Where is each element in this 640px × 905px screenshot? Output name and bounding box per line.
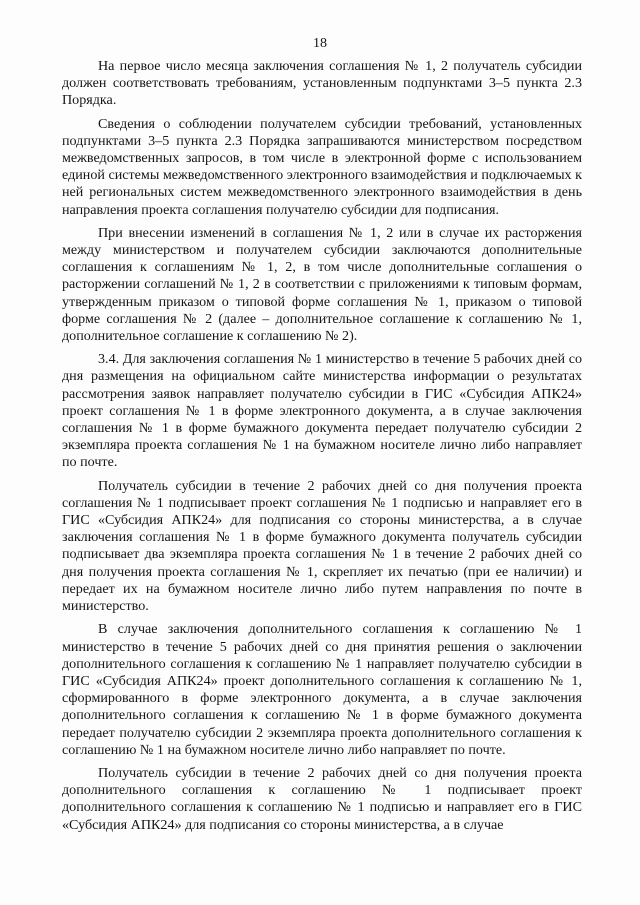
paragraph-6: В случае заключения дополнительного соглашения к соглашению № 1 министерство в течение 5 рабочих дней со дня принятия решения о заключении дополнительного соглашения к соглашению № 1 направляет получателю субсидии в ГИС «Субсидия АПК24» проект дополнительного соглашения к соглашению № 1, сформированного в форме электронного документа, а в случае заключения дополнительного соглашения к соглашению № 1 в форме бумажного документа передает получателю субсидии 2 экземпляра проекта дополнительного соглашения к соглашению № 1 на бумажном носителе лично либо направляет по почте. — [62, 621, 582, 758]
paragraph-5: Получатель субсидии в течение 2 рабочих дней со дня получения проекта соглашения № 1 подписывает проект соглашения № 1 подписью и направляет его в ГИС «Субсидия АПК24» для подписания со стороны министерства, а в случае заключения соглашения № 1 в форме бумажного документа получатель субсидии подписывает два экземпляра проекта соглашения № 1 в течение 2 рабочих дней со дня получения проекта соглашения № 1, скрепляет их печатью (при ее наличии) и передает их на бумажном носителе лично либо путем направления по почте в министерство. — [62, 477, 582, 615]
paragraph-1: На первое число месяца заключения соглашения № 1, 2 получатель субсидии должен соответствовать требованиям, установленным подпунктами 3–5 пункта 2.3 Порядка. — [62, 58, 582, 109]
paragraph-2: Сведения о соблюдении получателем субсидии требований, установленных подпунктами 3–5 пункта 2.3 Порядка запрашиваются министерством посредством межведомственных запросов, в том числе в электронной форме с использованием единой системы межведомственного электронного взаимодействия и подключаемых к ней региональных систем межведомственного электронного взаимодействия в день направления проекта соглашения получателю субсидии для подписания. — [62, 115, 582, 218]
document-body — [62, 58, 582, 834]
paragraph-3: При внесении изменений в соглашения № 1, 2 или в случае их расторжения между министерством и получателем субсидии заключаются дополнительные соглашения к соглашениям № 1, 2, в том числе дополнительные соглашения о расторжении соглашений № 1, 2 в соответствии с приложениями к типовым формам, утвержденным приказом о типовой форме соглашения № 1, приказом о типовой форме соглашения № 2 (далее – дополнительное соглашение к соглашению № 1, дополнительное соглашение к соглашению № 2). — [62, 224, 582, 345]
paragraph-7: Получатель субсидии в течение 2 рабочих дней со дня получения проекта дополнительного соглашения к соглашению № 1 подписывает проект дополнительного соглашения к соглашению № 1 подписью и направляет его в ГИС «Субсидия АПК24» для подписания со стороны министерства, а в случае — [62, 764, 582, 833]
page-number: 18 — [313, 36, 327, 51]
paragraph-4: 3.4. Для заключения соглашения № 1 министерство в течение 5 рабочих дней со дня размещения на официальном сайте министерства информации о результатах рассмотрения заявок направляет получателю субсидии в ГИС «Субсидия АПК24» проект соглашения № 1 в форме электронного документа, а в случае заключения соглашения № 1 в форме бумажного документа передает получателю субсидии 2 экземпляра проекта соглашения № 1 на бумажном носителе лично либо направляет по почте. — [62, 351, 582, 471]
